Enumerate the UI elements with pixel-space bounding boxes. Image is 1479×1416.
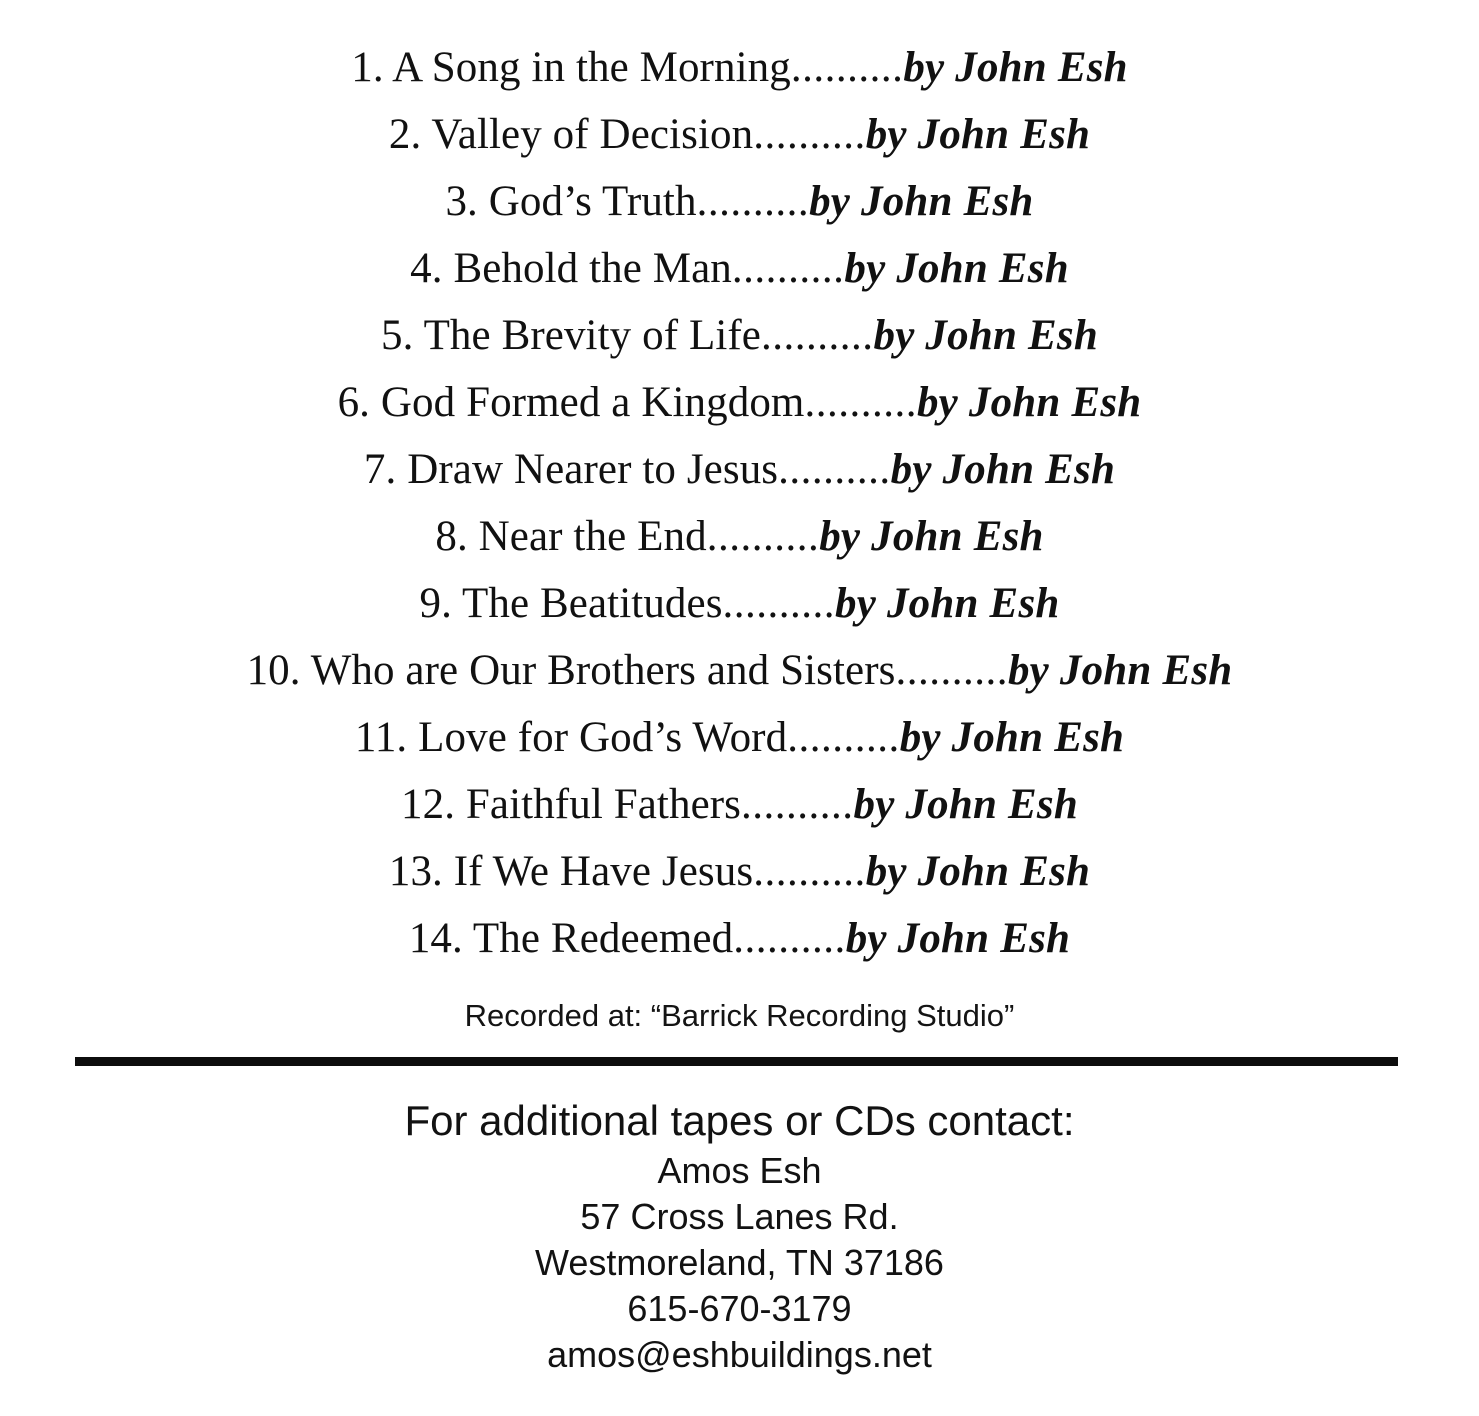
track-dot-leader: .......... [696,178,810,225]
track-line [0,34,1479,101]
track-title: 11. Love for God’s Word [354,714,788,761]
contact-line: Amos Esh [657,1150,822,1191]
track-title: 13. If We Have Jesus [388,848,754,895]
track-line [0,503,1479,570]
track-attribution: by John Esh [845,915,1071,962]
contact-line: amos@eshbuildings.net [547,1334,932,1375]
track-title: 14. The Redeemed [408,915,734,962]
track-line [0,168,1479,235]
track-dot-leader: .......... [778,446,891,493]
track-title: 8. Near the End [435,513,707,560]
track-title: 12. Faithful Fathers [401,781,742,828]
contact-heading: For additional tapes or CDs contact: [404,1097,1075,1144]
track-attribution: by John Esh [835,580,1060,627]
track-title: 4. Behold the Man [410,245,732,292]
track-dot-leader: .......... [731,245,845,292]
contact-line: Westmoreland, TN 37186 [535,1242,944,1283]
track-line [0,771,1479,838]
track-attribution: by John Esh [873,312,1098,359]
track-line [0,235,1479,302]
track-attribution: by John Esh [809,178,1034,225]
track-attribution: by John Esh [865,848,1091,895]
track-dot-leader: .......... [733,915,846,962]
studio-credit: Recorded at: “Barrick Recording Studio” [464,998,1015,1033]
track-dot-leader: .......... [804,379,917,426]
track-line [0,570,1479,637]
track-dot-leader: .......... [753,111,866,158]
track-title: 1. A Song in the Morning [351,44,791,91]
track-line [0,436,1479,503]
track-attribution: by John Esh [865,111,1091,158]
track-attribution: by John Esh [890,446,1116,493]
track-dot-leader: .......... [722,580,836,627]
track-line [0,838,1479,905]
track-dot-leader: .......... [787,714,900,761]
track-line [0,302,1479,369]
track-title: 3. God’s Truth [445,178,697,225]
track-line [0,905,1479,972]
track-title: 7. Draw Nearer to Jesus [363,446,779,493]
contact-line: 57 Cross Lanes Rd. [580,1196,899,1237]
track-title: 5. The Brevity of Life [381,312,761,359]
track-dot-leader: .......... [761,312,874,359]
track-title: 9. The Beatitudes [419,580,723,627]
track-attribution: by John Esh [844,245,1069,292]
track-line [0,101,1479,168]
tracklist [0,34,1479,972]
track-dot-leader: .......... [790,44,904,91]
track-title: 10. Who are Our Brothers and Sisters [246,647,896,694]
track-attribution: by John Esh [899,714,1125,761]
track-line [0,704,1479,771]
track-attribution: by John Esh [1007,647,1233,694]
track-title: 2. Valley of Decision [388,111,754,158]
track-attribution: by John Esh [853,781,1078,828]
track-attribution: by John Esh [916,379,1142,426]
track-line [0,637,1479,704]
track-attribution: by John Esh [903,44,1128,91]
divider-rule [75,1057,1398,1066]
contact-block [0,1094,1479,1378]
track-dot-leader: .......... [895,647,1008,694]
track-title: 6. God Formed a Kingdom [337,379,805,426]
track-dot-leader: .......... [741,781,854,828]
track-line [0,369,1479,436]
track-dot-leader: .......... [706,513,820,560]
track-attribution: by John Esh [819,513,1044,560]
contact-line: 615-670-3179 [627,1288,852,1329]
track-dot-leader: .......... [753,848,866,895]
